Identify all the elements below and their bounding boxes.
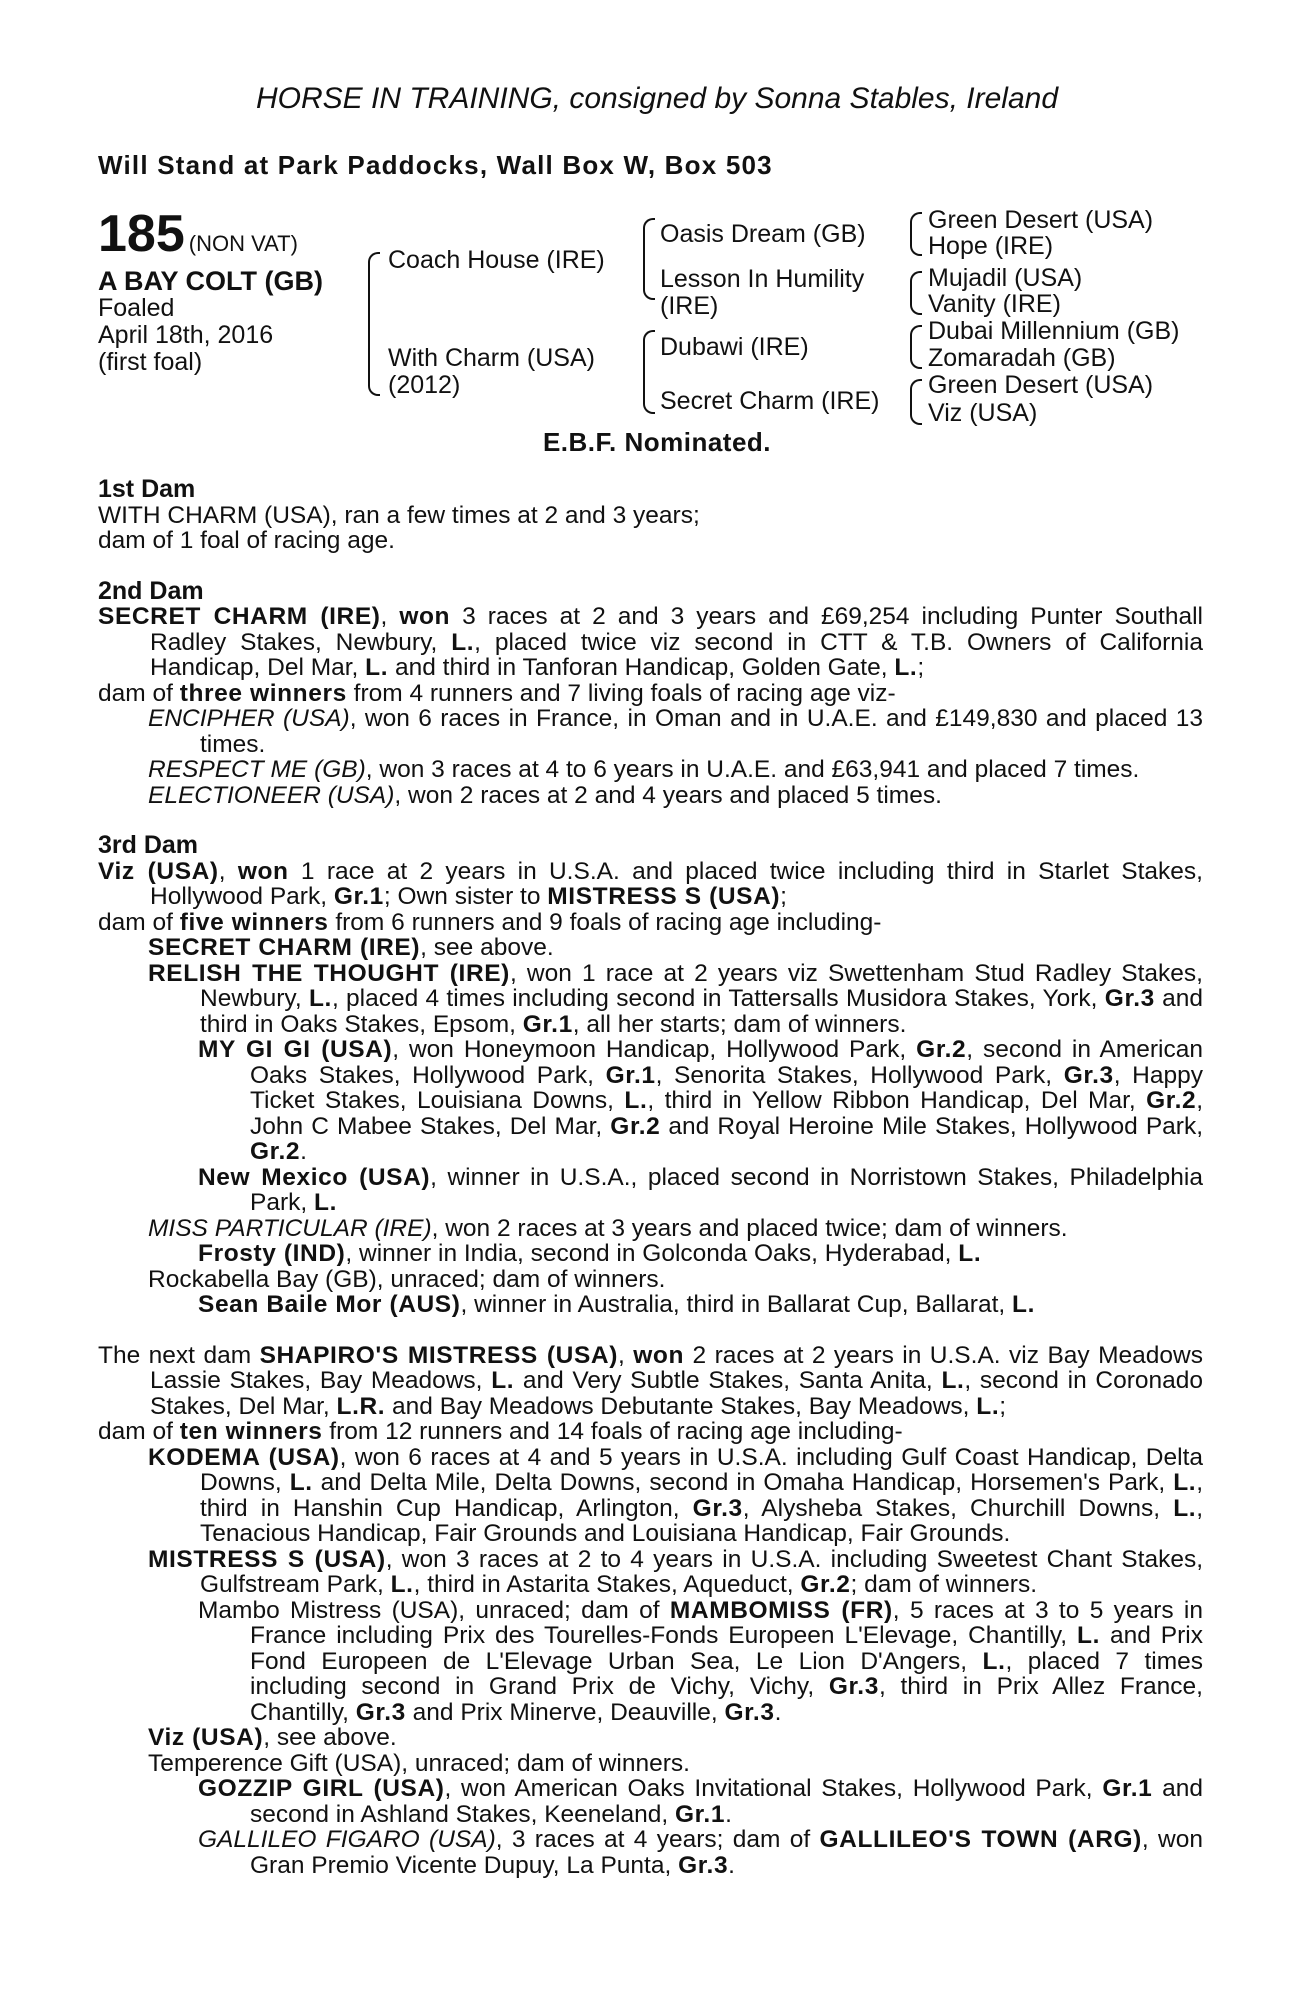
produce-my-gi-gi: MY GI GI (USA), won Honeymoon Handicap, Hollywood Park, Gr.2, second in American Oaks Stakes, Hollywood Park, Gr.1, Senorita Stakes, Hollywood Park, Gr.3, Happy Ticket Stakes, Louisiana Downs, L., third in Yellow Ribbon Handicap, Del Mar, Gr.2, John C Mabee Stakes, Del Mar, Gr.2 and Royal Heroine Mile Stakes, Hollywood Park, Gr.2. (198, 1036, 1204, 1165)
g7-name: Green Desert (USA) (928, 371, 1154, 399)
produce-new-mexico: New Mexico (USA), winner in U.S.A., placed second in Norristown Stakes, Philadelphia Park, L. (198, 1163, 1203, 1216)
second-dam-record: SECRET CHARM (IRE), won 3 races at 2 and 3 years and £69,254 including Punter Southall Radley Stakes, Newbury, L., placed twice viz second in CTT & T.B. Owners of California Handicap, Del Mar, L. and third in Tanforan Handicap, Golden Gate, L.; (98, 603, 1203, 681)
pedigree-brace-dam (643, 330, 655, 414)
pedigree-brace-g5 (910, 325, 922, 369)
dam-name (388, 345, 595, 399)
ebf-nominated: E.B.F. Nominated. (542, 427, 772, 457)
page-header-title: HORSE IN TRAINING, consigned by Sonna Stables, Ireland (255, 82, 1059, 115)
foaled-date: April 18th, 2016 (98, 321, 274, 349)
pedigree-brace-sire (643, 218, 655, 300)
produce-viz: Viz (USA), see above. (148, 1724, 397, 1751)
sire-name: Coach House (IRE) (388, 246, 605, 274)
sire-dam-line1: Lesson In Humility (660, 265, 865, 293)
first-dam-heading: 1st Dam (98, 475, 196, 503)
dam-dam-name: Secret Charm (IRE) (660, 387, 880, 415)
produce-electioneer: ELECTIONEER (USA), won 2 races at 2 and 4 years and placed 5 times. (148, 781, 942, 809)
produce-frosty: Frosty (IND), winner in India, second in Golconda Oaks, Hyderabad, L. (198, 1240, 982, 1267)
pedigree-brace-g7 (910, 379, 922, 425)
g2-name: Hope (IRE) (928, 232, 1054, 260)
vat-status: (NON VAT) (188, 231, 298, 256)
dam-name-line1: With Charm (USA) (388, 344, 595, 372)
g5-name: Dubai Millennium (GB) (928, 317, 1180, 345)
produce-relish-the-thought: RELISH THE THOUGHT (IRE), won 1 race at 2 years viz Swettenham Stud Radley Stakes, Newbury, L., placed 4 times including second in Tattersalls Musidora Stakes, York, Gr.3 and third in Oaks Stakes, Epsom, Gr.1, all her starts; dam of winners. (148, 959, 1204, 1038)
produce-miss-particular: MISS PARTICULAR (IRE), won 2 races at 3 years and placed twice; dam of winners. (148, 1214, 1068, 1242)
produce-gozzip-girl: GOZZIP GIRL (USA), won American Oaks Invitational Stakes, Hollywood Park, Gr.1 and second in Ashland Stakes, Keeneland, Gr.1. (198, 1775, 1203, 1828)
next-dam-produce: dam of ten winners from 12 runners and 14 foals of racing age including- (98, 1418, 903, 1445)
pedigree-brace-g3 (910, 271, 922, 315)
lot-info (98, 205, 324, 376)
stand-location: Will Stand at Park Paddocks, Wall Box W, Box 503 (98, 150, 773, 180)
produce-mambo-mistress: Mambo Mistress (USA), unraced; dam of MAMBOMISS (FR), 5 races at 3 to 5 years in France including Prix des Tourelles-Fonds Europeen L'Elevage, Chantilly, L. and Prix Fond Europeen de L'Elevage Urban Sea, Le Lion D'Angers, L., placed 7 times including second in Grand Prix de Vichy, Vichy, Gr.3, third in Prix Allez France, Chantilly, Gr.3 and Prix Minerve, Deauville, Gr.3. (198, 1596, 1203, 1726)
g6-name: Zomaradah (GB) (928, 344, 1116, 372)
first-dam-text-2: dam of 1 foal of racing age. (98, 527, 395, 554)
second-dam-produce: dam of three winners from 4 runners and 7 living foals of racing age viz- (98, 679, 896, 707)
g4-name: Vanity (IRE) (928, 290, 1061, 318)
g8-name: Viz (USA) (928, 399, 1038, 427)
foaled-label: Foaled (98, 294, 175, 322)
produce-temperence-gift: Temperence Gift (USA), unraced; dam of winners. (148, 1749, 690, 1777)
produce-kodema: KODEMA (USA), won 6 races at 4 and 5 years in U.S.A. including Gulf Coast Handicap, Delta Downs, L. and Delta Mile, Delta Downs, second in Omaha Handicap, Horsemen's Park, L., third in Hanshin Cup Handicap, Arlington, Gr.3, Alysheba Stakes, Churchill Downs, L., Tenacious Handicap, Fair Grounds and Louisiana Handicap, Fair Grounds. (148, 1443, 1204, 1547)
lot-number: 185 (98, 205, 185, 263)
lot-name: A BAY COLT (GB) (98, 266, 324, 296)
third-dam-heading: 3rd Dam (98, 831, 199, 859)
g3-name: Mujadil (USA) (928, 264, 1083, 292)
pedigree-notes (98, 477, 1203, 1878)
produce-encipher: ENCIPHER (USA), won 6 races in France, in Oman and in U.A.E. and £149,830 and placed 13 times. (148, 705, 1204, 758)
sire-dam-name (660, 266, 864, 320)
produce-gallileo-figaro: GALLILEO FIGARO (USA), 3 races at 4 years; dam of GALLILEO'S TOWN (ARG), won Gran Premio Vicente Dupuy, La Punta, Gr.3. (198, 1826, 1203, 1879)
produce-respect-me: RESPECT ME (GB), won 3 races at 4 to 6 years in U.A.E. and £63,941 and placed 7 times. (148, 756, 1140, 783)
produce-secret-charm: SECRET CHARM (IRE), see above. (148, 934, 554, 961)
g1-name: Green Desert (USA) (928, 206, 1154, 234)
dam-foaled-year: (2012) (388, 371, 461, 399)
sire-sire-name: Oasis Dream (GB) (660, 220, 866, 248)
first-foal-note: (first foal) (98, 348, 203, 376)
next-dam-record: The next dam SHAPIRO'S MISTRESS (USA), won 2 races at 2 years in U.S.A. viz Bay Meadows Lassie Stakes, Bay Meadows, L. and Very Subtle Stakes, Santa Anita, L., second in Coronado Stakes, Del Mar, L.R. and Bay Meadows Debutante Stakes, Bay Meadows, L.; (98, 1341, 1203, 1420)
produce-sean-baile-mor: Sean Baile Mor (AUS), winner in Australia, third in Ballarat Cup, Ballarat, L. (198, 1291, 1035, 1318)
produce-rockabella-bay: Rockabella Bay (GB), unraced; dam of winners. (148, 1265, 666, 1293)
pedigree-brace-g1 (910, 212, 922, 256)
dam-sire-name: Dubawi (IRE) (660, 333, 809, 361)
pedigree-brace-main (368, 252, 380, 396)
third-dam-record: Viz (USA), won 1 race at 2 years in U.S.A. and placed twice including third in Starlet Stakes, Hollywood Park, Gr.1; Own sister to MISTRESS S (USA); (98, 857, 1203, 910)
third-dam-produce: dam of five winners from 6 runners and 9 foals of racing age including- (98, 908, 882, 936)
first-dam-text: WITH CHARM (USA), ran a few times at 2 and 3 years; (98, 501, 700, 529)
produce-mistress-s: MISTRESS S (USA), won 3 races at 2 to 4 years in U.S.A. including Sweetest Chant Stakes, Gulfstream Park, L., third in Astarita Stakes, Aqueduct, Gr.2; dam of winners. (148, 1545, 1203, 1598)
second-dam-heading: 2nd Dam (98, 576, 204, 605)
sire-dam-line2: (IRE) (660, 292, 719, 320)
